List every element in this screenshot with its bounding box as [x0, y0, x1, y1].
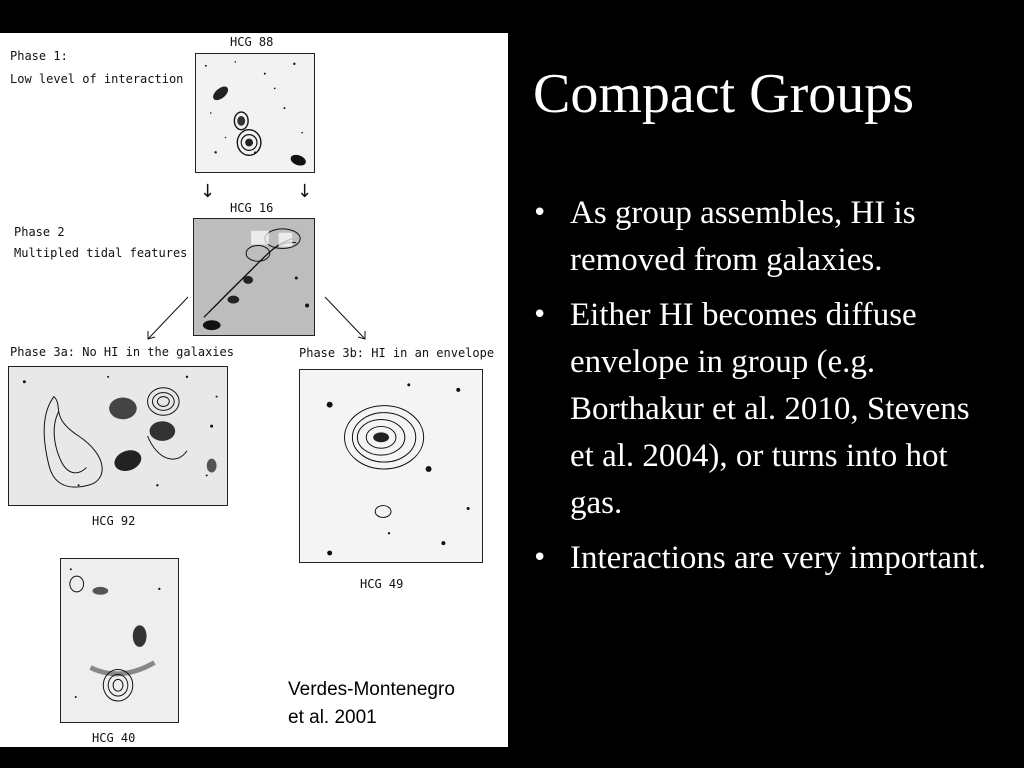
down-arrow-icon: ↓ — [200, 181, 216, 202]
bullet-text: As group assembles, HI is removed from galaxies. — [570, 195, 916, 278]
phase1-heading: Phase 1: — [10, 49, 68, 63]
hcg88-label: HCG 88 — [230, 35, 274, 49]
branch-arrows-icon — [140, 295, 370, 345]
phase3a-label: Phase 3a: No HI in the galaxies — [10, 345, 234, 359]
phase2-heading: Phase 2 — [14, 225, 65, 239]
bullet-item — [530, 292, 1000, 527]
hcg40-image — [60, 558, 179, 723]
bullet-dot-icon: • — [532, 300, 548, 330]
hcg88-image — [195, 53, 315, 173]
hcg16-label: HCG 16 — [230, 201, 274, 215]
phase2-description: Multipled tidal features — [14, 246, 188, 260]
bullet-text: Either HI becomes diffuse envelope in group (e.g. Borthakur et al. 2010, Stevens et al. 2004), or turns into hot gas. — [570, 297, 970, 521]
slide-title: Compact Groups — [533, 63, 915, 125]
phase1-description: Low level of interaction — [10, 72, 184, 86]
hcg40-label: HCG 40 — [92, 731, 136, 745]
phase3b-label: Phase 3b: HI in an envelope — [299, 346, 495, 360]
hcg92-label: HCG 92 — [92, 514, 136, 528]
hcg49-label: HCG 49 — [360, 577, 404, 591]
bullet-list — [530, 190, 1000, 590]
bullet-dot-icon: • — [532, 198, 548, 228]
bullet-item — [530, 190, 1000, 284]
bullet-dot-icon: • — [532, 543, 548, 573]
hcg92-image — [8, 366, 228, 506]
citation-line2: et al. 2001 — [288, 707, 377, 728]
hcg-phases-figure — [0, 33, 508, 747]
bullet-item — [530, 535, 1000, 582]
citation-line1: Verdes-Montenegro — [288, 679, 455, 700]
bullet-text: Interactions are very important. — [570, 540, 986, 576]
hcg49-image — [299, 369, 483, 563]
down-arrow-icon: ↓ — [297, 181, 313, 202]
